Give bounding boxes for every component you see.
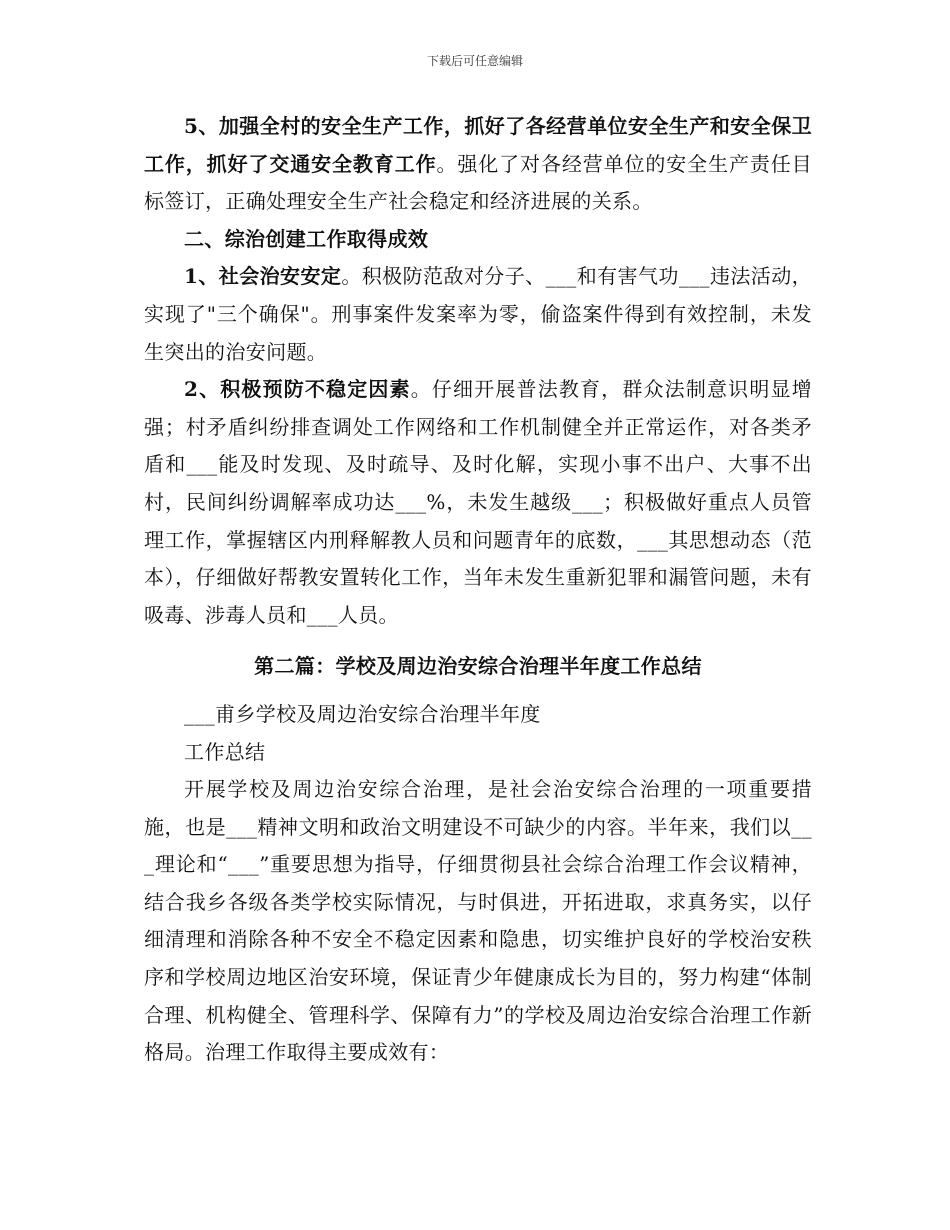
page-header: 下载后可任意编辑 — [426, 54, 523, 68]
paragraph-item-1 — [144, 258, 812, 371]
document-body — [144, 108, 812, 1072]
item-1-text: 。积极防范敌对分子、___和有害气功___违法活动，实现了"三个确保"。刑事案件发案率为零，偷盗案件得到有效控制，未发生突出的治安问题。 — [144, 264, 813, 364]
part-2-subtitle-line-1: ___甫乡学校及周边治安综合治理半年度 — [184, 701, 541, 726]
item-5-text: 。强化了对各经营单位的安全生产责任目标签订，正确处理安全生产社会稳定和经济进展的关系。 — [144, 151, 812, 214]
item-2-text: 。仔细开展普法教育，群众法制意识明显增强；村矛盾纠纷排查调处工作网络和工作机制健全并正常运作，对各类矛盾和___能及时发现、及时疏导、及时化解，实现小事不出户、大事不出村，民间纠纷调解率成功达___%，未发生越级___；积极做好重点人员管理工作，掌握辖区内刑释解教人员和问题青年的底数，___其思想动态（范本），仔细做好帮教安置转化工作，当年未发生重新犯罪和漏管问题，未有吸毒、涉毒人员和___人员。 — [144, 377, 812, 627]
paragraph-item-2 — [144, 371, 812, 634]
part-2-subtitle-line-2: 工作总结 — [184, 739, 266, 764]
item-5-bold-lead: 5、加强全村的安全生产工作，抓好了各经营单位安全生产和安全保卫工作，抓好了交通安全教育工作 — [144, 114, 812, 176]
part-2-title: 第二篇：学校及周边治安综合治理半年度工作总结 — [254, 654, 702, 679]
paragraph-item-5 — [144, 108, 812, 221]
part-2-body-paragraph: 开展学校及周边治安综合治理，是社会治安综合治理的一项重要措施，也是___精神文明和政治文明建设不可缺少的内容。半年来，我们以___理论和“___”重要思想为指导，仔细贯彻县社会综合治理工作会议精神，结合我乡各级各类学校实际情况，与时俱进，开拓进取，求真务实，以仔细清理和消除各种不安全不稳定因素和隐患，切实维护良好的学校治安秩序和学校周边地区治安环境，保证青少年健康成长为目的，努力构建“体制合理、机构健全、管理科学、保障有力”的学校及周边治安综合治理工作新格局。治理工作取得主要成效有： — [144, 777, 812, 1065]
section-heading-2: 二、综治创建工作取得成效 — [184, 226, 429, 251]
item-1-bold-lead: 1、社会治安安定 — [184, 264, 342, 289]
item-2-bold-lead: 2、积极预防不稳定因素 — [184, 377, 411, 402]
